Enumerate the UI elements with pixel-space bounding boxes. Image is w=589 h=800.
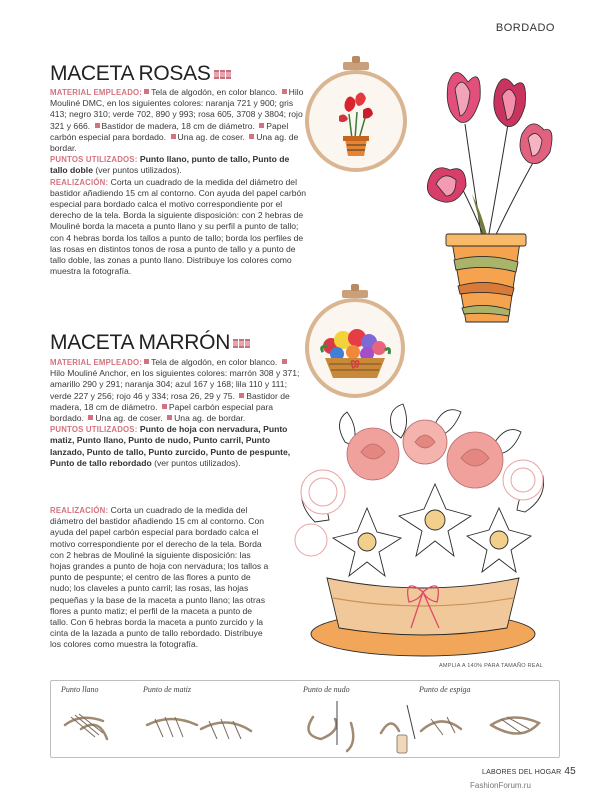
maceta-marron-realization <box>50 505 272 651</box>
difficulty-spools-icon <box>233 331 251 355</box>
material-item: Papel carbón especial para bordado. <box>50 401 274 424</box>
bullet-icon <box>88 415 93 420</box>
maceta-marron-materials <box>50 357 302 469</box>
material-item: Bastidor de madera, 18 cm de diámetro. <box>101 120 255 131</box>
page-footer <box>482 766 576 777</box>
magazine-name: LABORES DEL HOGAR <box>482 769 562 776</box>
bullet-icon <box>249 134 254 139</box>
difficulty-spools-icon <box>214 62 232 86</box>
material-item: Bastidor de madera, 18 cm de diámetro. <box>50 390 290 412</box>
realization-text: Corta un cuadrado de la medida del diámetro del bastidor añadiendo 15 cm al contorno. Con ayuda del papel carbón especial para bordado calca el motivo correspondiente por el derecho de la tela. Borda con 2 hebras de Mouliné la siguiente disposición: las hojas grandes a punto de hoja con nervadura; los tallos a punto de pespunte; el centro de las flores a punto de nudo; los claveles a punto carril; las rosas, las hojas pequeñas y la base de la maceta a punto llano; las otras flores a punto matiz; el perfil de la maceta a punto de tallo. Con 6 hebras borda la maceta a punto zurcido y la cinta de la lazada a punto de tallo rebordado. Distribuye los colores como muestra la fotografía. <box>50 505 269 650</box>
material-item: Una ag. de coser. <box>177 131 245 142</box>
maceta-rosas-title-text: MACETA ROSAS <box>50 62 211 85</box>
material-item: Hilo Mouliné DMC, en los siguientes colores: naranja 721 y 900; gris 413; negro 310; verde 702, 890 y 993; rosa 605, 3708 y 3804; rojo 321 y 666. <box>50 87 304 131</box>
material-item: Tela de algodón, en color blanco. <box>151 87 278 97</box>
stitches-list: Punto llano, punto de tallo, Punto de tallo doble <box>50 154 290 176</box>
realization-label: REALIZACIÓN: <box>50 506 109 515</box>
page-number: 45 <box>564 766 576 777</box>
bullet-icon <box>144 359 149 364</box>
bullet-icon <box>95 123 100 128</box>
stitches-label: PUNTOS UTILIZADOS: <box>50 425 138 435</box>
stitch-label-punto-matiz: Punto de matiz <box>143 685 191 694</box>
stitches-note: (ver puntos utilizados). <box>95 165 182 176</box>
stitch-diagram-drawings-icon <box>51 695 559 757</box>
material-item: Hilo Mouliné Anchor, en los siguientes colores: marrón 308 y 371; amarillo 290 y 291; naranja 304; azul 167 y 168; lila 110 y 111; verde 227 y 256; rojo 46 y 334; rosa 26, 29 y 75. <box>50 368 300 401</box>
stitch-label-punto-llano: Punto llano <box>61 685 99 694</box>
stitches-note: (ver puntos utilizados). <box>154 457 241 468</box>
stitch-label-punto-espiga: Punto de espiga <box>419 685 471 694</box>
bullet-icon <box>282 359 287 364</box>
rosas-pot-illustration <box>410 64 560 334</box>
maceta-rosas-title <box>50 62 232 86</box>
maceta-marron-title <box>50 331 251 355</box>
marron-hoop-photo <box>305 298 405 398</box>
marron-hoop-embroidery-icon <box>309 302 401 394</box>
material-item: Una ag. de bordar. <box>174 413 246 424</box>
maceta-marron-title-text: MACETA MARRÓN <box>50 331 231 354</box>
stitches-list: Punto de hoja con nervadura, Punto matiz, Punto llano, Punto de nudo, Punto carril, Punto lanzado, Punto de tallo, Punto zurcido, Punto de pespunte, Punto de tallo rebordado <box>50 424 291 468</box>
material-item: Tela de algodón, en color blanco. <box>151 357 278 367</box>
marron-basket-illustration <box>285 402 557 664</box>
bullet-icon <box>171 134 176 139</box>
bullet-icon <box>162 404 167 409</box>
realization-label: REALIZACIÓN: <box>50 177 109 187</box>
stitch-label-punto-nudo: Punto de nudo <box>303 685 350 694</box>
section-label: BORDADO <box>495 22 555 34</box>
rosas-hoop-photo <box>305 70 407 172</box>
bullet-icon <box>282 89 287 94</box>
stitch-diagrams <box>50 680 560 758</box>
materials-label: MATERIAL EMPLEADO: <box>50 358 143 367</box>
material-item: Una ag. de coser. <box>95 413 163 424</box>
stitches-label: PUNTOS UTILIZADOS: <box>50 155 138 165</box>
maceta-rosas-text <box>50 87 308 277</box>
bullet-icon <box>167 415 172 420</box>
bullet-icon <box>259 123 264 128</box>
realization-text: Corta un cuadrado de la medida del diámetro del bastidor añadiendo 15 cm al contorno. Con ayuda del papel carbón especial para bordado calca el motivo correspondiente por el derecho de la tela. Borda la siguiente disposición: con 2 hebras de Mouliné borda la maceta a punto llano y su perfil a punto de tallo; con 4 hebras borda los tallos a punto de tallo; borda los perfiles de las rosas en distintos tonos de rosa a punto de tallo y a punto de tallo doble, las zonas a punto llano. Distribuye los colores como muestra la fotografía. <box>50 176 307 277</box>
material-item: Papel carbón especial para bordado. <box>50 120 289 142</box>
rosas-hoop-embroidery-icon <box>309 74 403 168</box>
watermark: FashionForum.ru <box>470 781 531 790</box>
bullet-icon <box>239 393 244 398</box>
material-item: Una ag. de bordar. <box>50 131 299 154</box>
materials-label: MATERIAL EMPLEADO: <box>50 88 143 97</box>
bullet-icon <box>144 89 149 94</box>
enlarge-caption: AMPLIA A 140% PARA TAMAÑO REAL <box>439 663 543 669</box>
